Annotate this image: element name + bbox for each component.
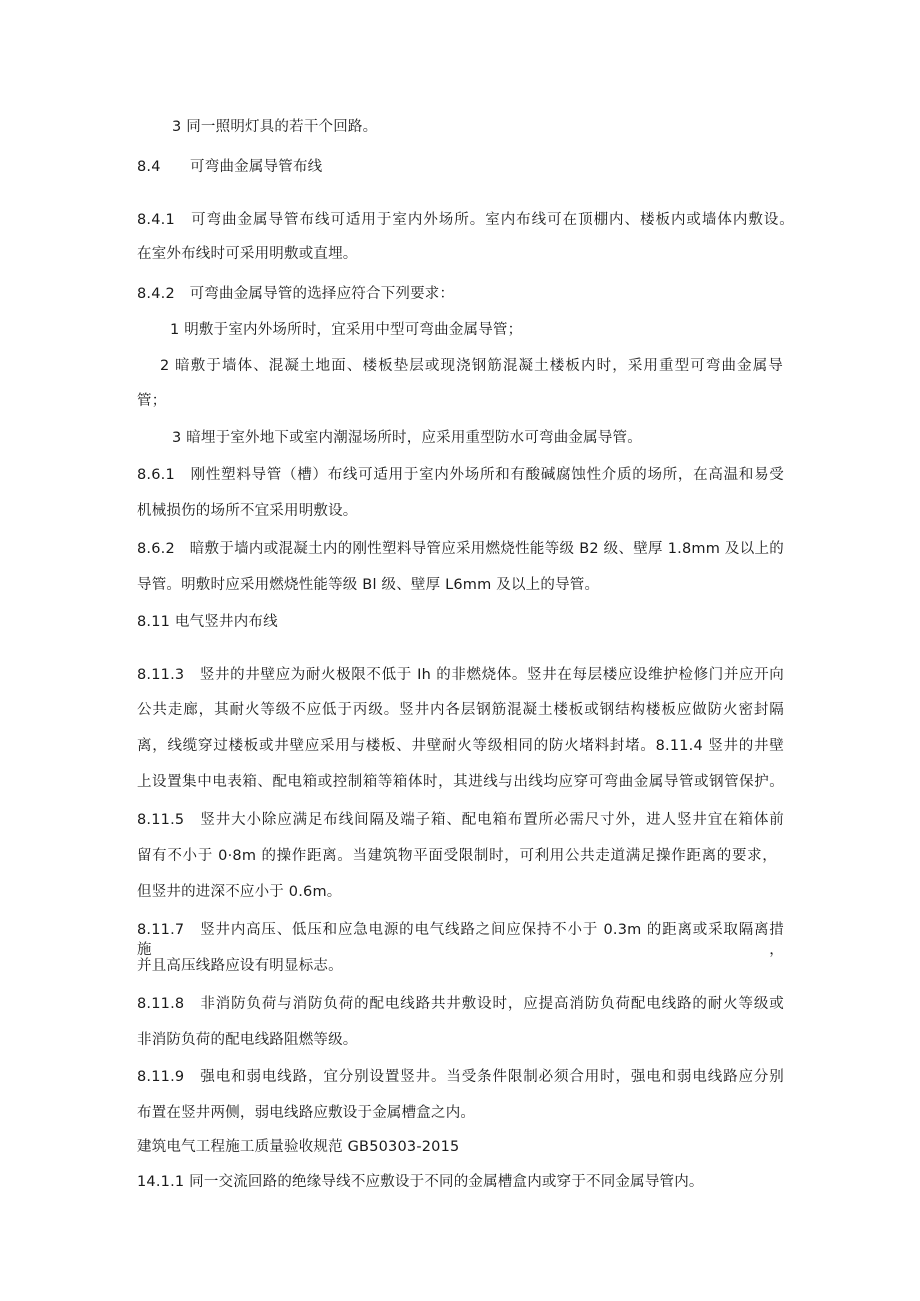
clause-8-11-8-line-1: 8.11.8 非消防负荷与消防负荷的配电线路共井敷设时，应提高消防负荷配电线路的耐火等级或 [137,996,784,1012]
list-item-2-concealed-line-2: 管； [137,393,167,409]
section-heading-8-4: 8.4 可弯曲金属导管布线 [137,159,323,175]
clause-8-11-3-line-2: 公共走廊，其耐火等级不应低于丙级。竖井内各层钢筋混凝土楼板或钢结构楼板应做防火密封隔 [137,702,784,718]
clause-8-11-7-line-2: 并且高压线路应设有明显标志。 [137,958,343,974]
clause-8-11-5-line-3: 但竖井的进深不应小于 0.6m。 [137,884,342,900]
clause-8-11-8-line-2: 非消防负荷的配电线路阻燃等级。 [137,1032,358,1048]
clause-8-6-1-line-1: 8.6.1 刚性塑料导管（槽）布线可适用于室内外场所和有酸碱腐蚀性介质的场所，在高温和易受 [137,467,784,483]
clause-14-1-1: 14.1.1 同一交流回路的绝缘导线不应敷设于不同的金属槽盒内或穿于不同金属导管内。 [137,1174,704,1190]
clause-8-11-4-line: 上设置集中电表箱、配电箱或控制箱等箱体时，其进线与出线均应穿可弯曲金属导管或钢管保护。 [137,774,784,790]
clause-8-6-2-line-2: 导管。明敷时应采用燃烧性能等级 Bl 级、壁厚 L6mm 及以上的导管。 [137,577,600,593]
clause-8-11-5-line-1: 8.11.5 竖井大小除应满足布线间隔及端子箱、配电箱布置所必需尺寸外，进人竖井宜在箱体前 [137,812,784,828]
clause-8-11-3-line-1: 8.11.3 竖井的井壁应为耐火极限不低于 Ih 的非燃烧体。竖井在每层楼应设维护检修门并应开向 [137,667,784,683]
clause-8-4-1-line-1: 8.4.1 可弯曲金属导管布线可适用于室内外场所。室内布线可在顶棚内、楼板内或墙体内敷设。 [137,212,794,228]
clause-8-11-7-line-1: 8.11.7 竖井内高压、低压和应急电源的电气线路之间应保持不小于 0.3m 的距离或采取隔离措施， [137,922,784,958]
standard-title: 建筑电气工程施工质量验收规范 GB50303-2015 [137,1139,460,1155]
clause-8-4-2: 8.4.2 可弯曲金属导管的选择应符合下列要求： [137,286,455,302]
clause-8-11-3-line-3: 离，线缆穿过楼板或井壁应采用与楼板、井壁耐火等级相同的防火堵料封堵。8.11.4 竖井的井壁 [137,738,784,754]
clause-8-6-1-line-2: 机械损伤的场所不宜采用明敷设。 [137,503,358,519]
clause-8-11-5-line-2: 留有不小于 0·8m 的操作距离。当建筑物平面受限制时，可利用公共走道满足操作距离的要求， [137,848,777,864]
list-item-1-exposed: 1 明敷于室内外场所时，宜采用中型可弯曲金属导管； [170,322,523,338]
clause-8-11-9-line-1: 8.11.9 强电和弱电线路，宜分别设置竖井。当受条件限制必须合用时，强电和弱电线路应分别 [137,1069,784,1085]
clause-8-4-1-line-2: 在室外布线时可采用明敷或直埋。 [137,246,358,262]
clause-8-11-9-line-2: 布置在竖井两侧，弱电线路应敷设于金属槽盒之内。 [137,1105,476,1121]
list-item-2-concealed-line-1: 2 暗敷于墙体、混凝土地面、楼板垫层或现浇钢筋混凝土楼板内时，采用重型可弯曲金属导 [160,358,783,374]
section-heading-8-11: 8.11 电气竖井内布线 [137,614,278,630]
list-item-3-buried: 3 暗埋于室外地下或室内潮湿场所时，应采用重型防水可弯曲金属导管。 [172,430,642,446]
clause-8-6-2-line-1: 8.6.2 暗敷于墙内或混凝土内的刚性塑料导管应采用燃烧性能等级 B2 级、壁厚 1.8mm 及以上的 [137,541,784,557]
list-item-3-lighting-circuits: 3 同一照明灯具的若干个回路。 [172,119,378,135]
